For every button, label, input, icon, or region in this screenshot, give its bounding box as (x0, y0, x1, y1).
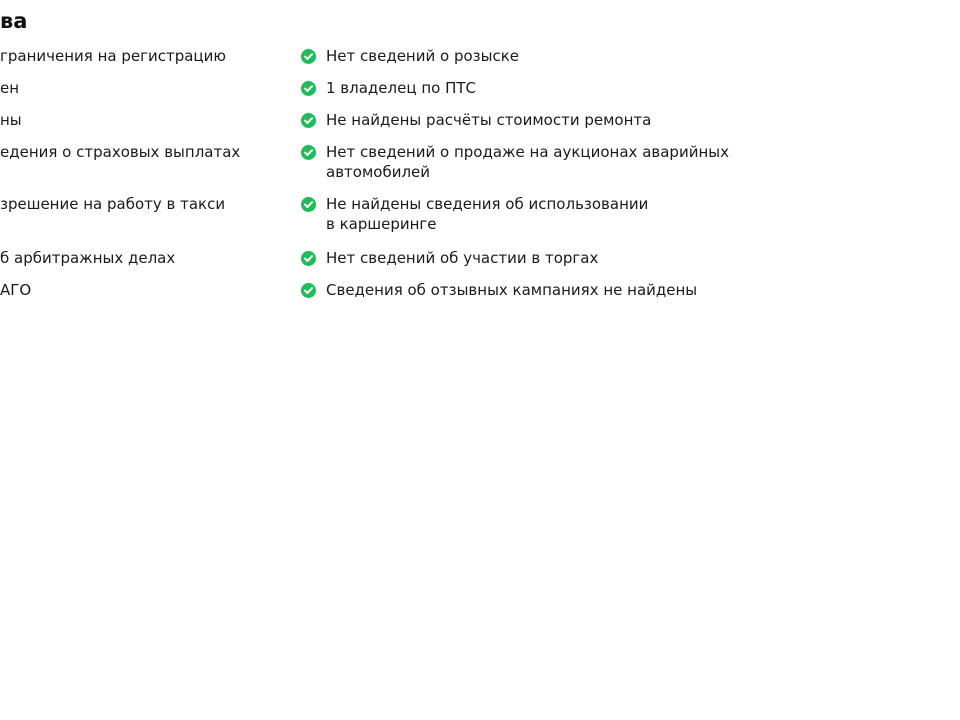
check-item-text: 1 владелец по ПТС (326, 79, 476, 97)
check-item-text: Не найдены расчёты стоимости ремонта (326, 111, 652, 129)
check-item-text: Нет сведений о розыске (326, 47, 520, 65)
check-circle-icon (301, 283, 316, 298)
check-circle-icon (301, 113, 316, 128)
check-circle-icon (301, 81, 316, 96)
check-item (301, 78, 741, 98)
check-item (301, 46, 741, 66)
check-item (301, 110, 741, 130)
left-check-item: ен (0, 79, 20, 97)
check-circle-icon (301, 197, 316, 212)
left-check-item: едения о страховых выплатах (0, 143, 241, 161)
left-check-item: б арбитражных делах (0, 249, 176, 267)
left-check-item: зрешение на работу в такси (0, 195, 226, 213)
check-item-text: Сведения об отзывных кампаниях не найдены (326, 281, 698, 299)
check-circle-icon (301, 49, 316, 64)
check-circle-icon (301, 145, 316, 160)
check-item-text: Нет сведений об участии в торгах (326, 249, 599, 267)
check-item-text: Не найдены сведения об использовании в каршеринге (326, 195, 649, 233)
left-check-item: ны (0, 111, 22, 129)
left-check-item: АГО (0, 281, 32, 299)
section-title: ва (0, 9, 28, 33)
check-circle-icon (301, 251, 316, 266)
check-item (301, 194, 656, 234)
check-item (301, 142, 731, 182)
left-check-item: граничения на регистрацию (0, 47, 227, 65)
check-item (301, 280, 741, 300)
check-item-text: Нет сведений о продаже на аукционах аварийных автомобилей (326, 143, 729, 181)
check-item (301, 248, 741, 268)
